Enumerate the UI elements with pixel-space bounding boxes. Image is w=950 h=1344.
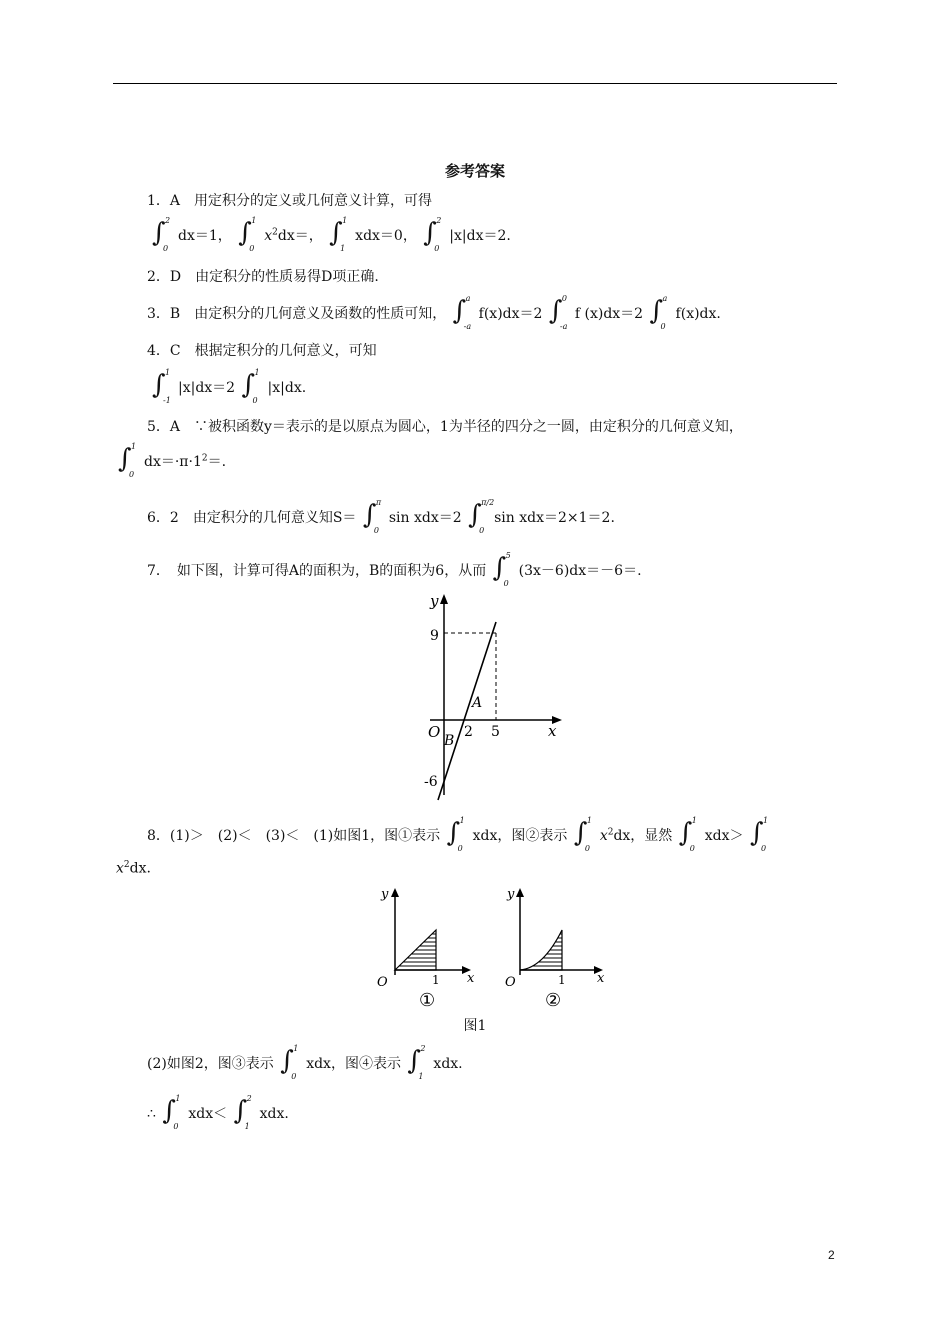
answer-8-conclusion: ∴ ∫ 1 0 xdx＜ ∫ 2 1 xdx. (147, 1094, 289, 1131)
integral-sign: ∫ 2 0 (423, 216, 442, 253)
integral-sign: ∫ 5 0 (492, 551, 511, 588)
integral-sign: ∫ 2 0 (152, 216, 171, 253)
integral-sign: ∫ 1 0 (573, 816, 592, 853)
integral-sign: ∫ π/2 0 (468, 498, 495, 535)
graph2-label: ② (545, 990, 562, 1011)
integral-sign: ∫ 1 0 (749, 816, 769, 853)
graph2-x-label: x (597, 971, 605, 986)
tick-2: 2 (464, 724, 473, 740)
graph1-y-arrow (391, 888, 399, 897)
answer-1-text: 1．A 用定积分的定义或几何意义计算，可得 (147, 193, 433, 209)
integral-sign: ∫ 1 0 (241, 368, 260, 405)
integral-sign: ∫ 1 1 (329, 216, 348, 253)
graph2-y-arrow (516, 888, 524, 897)
answer-5-equation: ∫ 1 0 $dx=\cdot\pi\cdot 1^2=$. (118, 442, 227, 479)
graph1-x-label: x (467, 971, 475, 986)
answer-3: 3．B 由定积分的几何意义及函数的性质可知， ∫ a -a f(x)dx＝2 ∫ 0 -a f (x)dx＝2 ∫ a 0 f(x)dx. (147, 294, 721, 331)
graph2-y-label: y (507, 887, 515, 902)
answer-8-part-2: (2)如图2，图③表示 ∫ 1 0 xdx，图④表示 ∫ 2 1 xdx. (147, 1044, 463, 1081)
integral-sign: ∫ 1 0 (446, 816, 465, 853)
region-a-label: A (472, 695, 483, 711)
integral-sign: ∫ 2 1 (407, 1044, 426, 1081)
graph1-y-label: y (381, 887, 389, 902)
page-number: 2 (828, 1248, 835, 1262)
graph2-shaded-region (520, 930, 562, 970)
answer-8-continued: $x^2dx$. (116, 860, 151, 877)
graph1-tick-1: 1 (432, 973, 440, 987)
x-label: x (548, 722, 557, 740)
integral-sign: ∫ 1 0 (238, 216, 257, 253)
graph1-origin: O (377, 975, 388, 990)
tick-5: 5 (491, 724, 500, 740)
answer-1-equation: ∫ 2 0 dx＝1， ∫ 1 0 $x^2dx=$， ∫ 1 1 xdx＝0， ∫ 2 0 |x|dx＝2. (152, 216, 511, 253)
answer-4-equation: ∫ 1 -1 |x|dx＝2 ∫ 1 0 |x|dx. (152, 368, 307, 405)
integral-sign: ∫ 1 0 (678, 816, 697, 853)
y-label: y (430, 592, 439, 610)
origin-label: O (428, 723, 441, 741)
answer-7: 7． 如下图，计算可得A的面积为，B的面积为6，从而 ∫ 5 0 (3x－6)dx＝－6＝. (147, 551, 642, 588)
graph2-tick-1: 1 (558, 973, 566, 987)
graph1-shaded-region (395, 930, 436, 970)
figure-1-caption: 图1 (463, 1018, 487, 1034)
function-line (438, 622, 496, 800)
integral-sign: ∫ 1 0 (118, 442, 137, 479)
figure-7-graph (410, 590, 570, 805)
answer-5-text: 5．A ∵被积函数y＝表示的是以原点为圆心，1为半径的四分之一圆，由定积分的几何意义知， (147, 419, 743, 435)
answer-6: 6．2 由定积分的几何意义知S＝ ∫ π 0 sin xdx＝2 ∫ π/2 0 sin xdx＝2×1＝2. (147, 498, 615, 535)
tick-9: 9 (430, 628, 439, 644)
integral-sign: ∫ 0 -a (548, 294, 568, 331)
section-title: 参考答案 (444, 162, 505, 180)
integral-sign: ∫ 1 0 (162, 1094, 181, 1131)
integral-sign: ∫ a 0 (649, 294, 668, 331)
y-axis-arrow (440, 594, 448, 604)
integral-sign: ∫ a -a (452, 294, 472, 331)
answer-4-text: 4．C 根据定积分的几何意义，可知 (147, 343, 377, 359)
region-b-label: B (444, 733, 455, 749)
figure-1 (365, 880, 615, 1012)
tick-neg6: -6 (424, 774, 438, 790)
graph2-origin: O (505, 975, 516, 990)
integral-sign: ∫ π 0 (362, 498, 382, 535)
integral-sign: ∫ 2 1 (233, 1094, 252, 1131)
graph1-label: ① (419, 990, 436, 1011)
integral-sign: ∫ 1 -1 (152, 368, 171, 405)
answer-2-text: 2．D 由定积分的性质易得D项正确. (147, 269, 379, 285)
integral-sign: ∫ 1 0 (280, 1044, 299, 1081)
header-rule (113, 83, 837, 84)
answer-8: 8．(1)＞ (2)＜ (3)＜ (1)如图1，图①表示 ∫ 1 0 xdx，图②表示 ∫ 1 0 $x^2dx$，显然 ∫ 1 0 xdx＞ ∫ 1 0 (147, 822, 776, 850)
